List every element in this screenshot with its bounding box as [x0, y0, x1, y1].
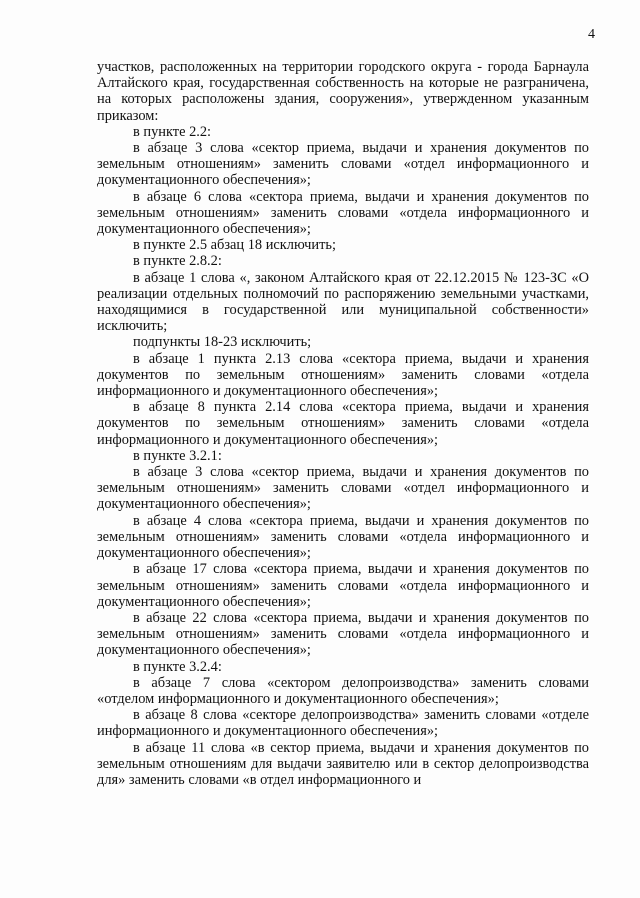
paragraph: в абзаце 7 слова «сектором делопроизводства» заменить словами «отделом информационного и документационного обеспечения»; — [97, 674, 589, 707]
paragraph: в абзаце 11 слова «в сектор приема, выдачи и хранения документов по земельным отношениям для выдачи заявителю или в сектор делопроизводства для» заменить словами «в отдел информационного и — [97, 739, 589, 788]
paragraph: в абзаце 8 пункта 2.14 слова «сектора приема, выдачи и хранения документов по земельным отношениям» заменить словами «отдела информационного и документационного обеспечения»; — [97, 399, 589, 448]
paragraph: в абзаце 6 слова «сектора приема, выдачи и хранения документов по земельным отношениям» заменить словами «отдела информационного и документационного обеспечения»; — [97, 188, 589, 238]
paragraph: в пункте 3.2.4: — [133, 658, 222, 675]
paragraph: в абзаце 1 пункта 2.13 слова «сектора приема, выдачи и хранения документов по земельным отношениям» заменить словами «отдела информационного и документационного обеспечения»; — [97, 350, 589, 400]
paragraph: в абзаце 8 слова «секторе делопроизводства» заменить словами «отделе информационного и документационного обеспечения»; — [97, 707, 589, 740]
paragraph: в пункте 2.5 абзац 18 исключить; — [133, 237, 336, 254]
document-body — [97, 59, 589, 788]
paragraph: участков, расположенных на территории городского округа - города Барнаула Алтайского края, государственная собственность на которые не разграничена, на которых расположены здания, сооружения», утвержденном указанным приказом: — [97, 59, 589, 124]
paragraph: в абзаце 1 слова «, законом Алтайского края от 22.12.2015 № 123-ЗС «О реализации отдельных полномочий по распоряжению земельными участками, находящимися в государственной или муниципальной собственности» исключить; — [97, 269, 589, 335]
paragraph: в пункте 3.2.1: — [133, 447, 222, 464]
paragraph: в абзаце 17 слова «сектора приема, выдачи и хранения документов по земельным отношениям» заменить словами «отдела информационного и документационного обеспечения»; — [97, 561, 589, 610]
paragraph: в абзаце 3 слова «сектор приема, выдачи и хранения документов по земельным отношениям» заменить словами «отдел информационного и документационного обеспечения»; — [97, 464, 589, 513]
page-number: 4 — [588, 27, 595, 42]
paragraph: в пункте 2.2: — [133, 123, 212, 140]
paragraph: подпункты 18-23 исключить; — [133, 334, 312, 351]
paragraph: в абзаце 3 слова «сектор приема, выдачи и хранения документов по земельным отношениям» заменить словами «отдел информационного и документационного обеспечения»; — [97, 140, 589, 189]
paragraph: в пункте 2.8.2: — [133, 253, 222, 270]
paragraph: в абзаце 22 слова «сектора приема, выдачи и хранения документов по земельным отношениям» заменить словами «отдела информационного и документационного обеспечения»; — [97, 609, 589, 659]
paragraph: в абзаце 4 слова «сектора приема, выдачи и хранения документов по земельным отношениям» заменить словами «отдела информационного и документационного обеспечения»; — [97, 512, 589, 562]
